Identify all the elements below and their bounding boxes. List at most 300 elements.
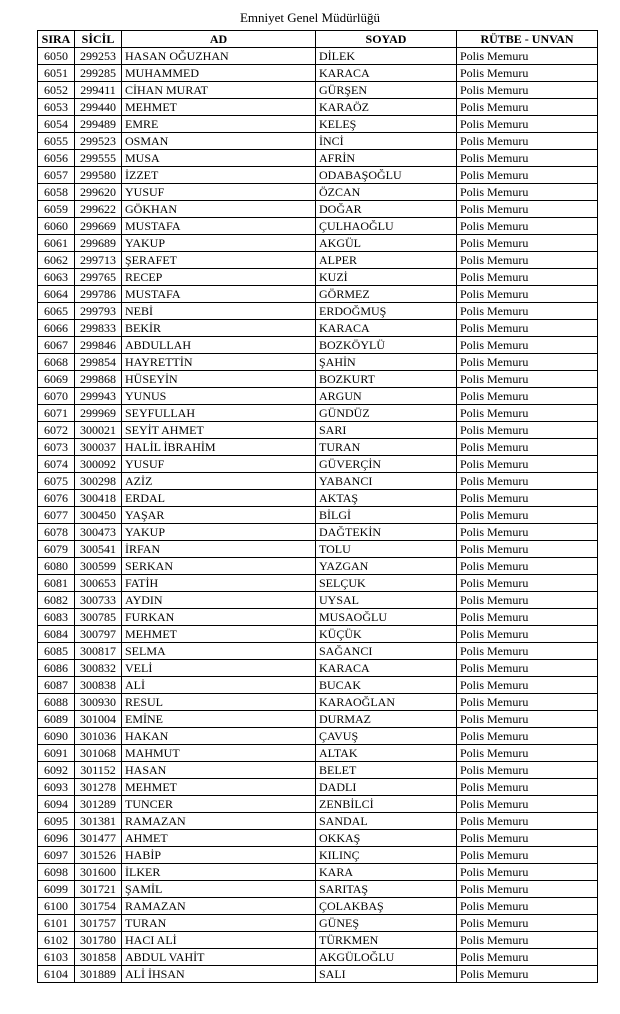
table-row: [38, 167, 598, 184]
cell-soyad: SALI: [316, 966, 457, 983]
table-row: [38, 966, 598, 983]
cell-soyad: SANDAL: [316, 813, 457, 830]
cell-sira: 6096: [38, 830, 75, 847]
table-row: [38, 320, 598, 337]
cell-soyad: GÜNDÜZ: [316, 405, 457, 422]
table-row: [38, 252, 598, 269]
cell-sira: 6089: [38, 711, 75, 728]
cell-soyad: GÖRMEZ: [316, 286, 457, 303]
cell-ad: TUNCER: [122, 796, 316, 813]
cell-soyad: KARACA: [316, 65, 457, 82]
cell-sicil: 299580: [75, 167, 122, 184]
cell-sira: 6059: [38, 201, 75, 218]
cell-ad: FATİH: [122, 575, 316, 592]
cell-rutbe-unvan: Polis Memuru: [457, 116, 598, 133]
table-row: [38, 48, 598, 65]
table-row: [38, 371, 598, 388]
cell-rutbe-unvan: Polis Memuru: [457, 796, 598, 813]
cell-sira: 6101: [38, 915, 75, 932]
table-row: [38, 592, 598, 609]
cell-rutbe-unvan: Polis Memuru: [457, 932, 598, 949]
cell-sira: 6067: [38, 337, 75, 354]
cell-soyad: ODABAŞOĞLU: [316, 167, 457, 184]
cell-sicil: 300450: [75, 507, 122, 524]
table-row: [38, 830, 598, 847]
cell-sira: 6087: [38, 677, 75, 694]
table-row: [38, 813, 598, 830]
cell-sicil: 301757: [75, 915, 122, 932]
cell-rutbe-unvan: Polis Memuru: [457, 694, 598, 711]
cell-rutbe-unvan: Polis Memuru: [457, 99, 598, 116]
cell-sicil: 299620: [75, 184, 122, 201]
cell-sira: 6085: [38, 643, 75, 660]
cell-rutbe-unvan: Polis Memuru: [457, 235, 598, 252]
cell-soyad: BUCAK: [316, 677, 457, 694]
cell-sicil: 299868: [75, 371, 122, 388]
personnel-table: [37, 30, 598, 983]
cell-sicil: 299793: [75, 303, 122, 320]
cell-sira: 6090: [38, 728, 75, 745]
cell-rutbe-unvan: Polis Memuru: [457, 949, 598, 966]
cell-sicil: 299969: [75, 405, 122, 422]
cell-ad: YUSUF: [122, 184, 316, 201]
header-sicil: SİCİL: [75, 31, 122, 48]
cell-sira: 6080: [38, 558, 75, 575]
cell-rutbe-unvan: Polis Memuru: [457, 473, 598, 490]
cell-sira: 6072: [38, 422, 75, 439]
cell-soyad: AKTAŞ: [316, 490, 457, 507]
cell-sicil: 299765: [75, 269, 122, 286]
cell-soyad: UYSAL: [316, 592, 457, 609]
table-row: [38, 932, 598, 949]
cell-rutbe-unvan: Polis Memuru: [457, 405, 598, 422]
cell-ad: ALİ İHSAN: [122, 966, 316, 983]
cell-rutbe-unvan: Polis Memuru: [457, 82, 598, 99]
cell-sicil: 300832: [75, 660, 122, 677]
cell-sira: 6075: [38, 473, 75, 490]
cell-rutbe-unvan: Polis Memuru: [457, 422, 598, 439]
cell-sira: 6063: [38, 269, 75, 286]
cell-ad: SEYİT AHMET: [122, 422, 316, 439]
cell-ad: MUSTAFA: [122, 286, 316, 303]
cell-rutbe-unvan: Polis Memuru: [457, 541, 598, 558]
header-ad: AD: [122, 31, 316, 48]
cell-sicil: 301600: [75, 864, 122, 881]
table-row: [38, 150, 598, 167]
cell-sicil: 301152: [75, 762, 122, 779]
cell-sira: 6091: [38, 745, 75, 762]
cell-rutbe-unvan: Polis Memuru: [457, 813, 598, 830]
cell-sira: 6073: [38, 439, 75, 456]
cell-sira: 6078: [38, 524, 75, 541]
cell-ad: MEHMET: [122, 626, 316, 643]
cell-rutbe-unvan: Polis Memuru: [457, 133, 598, 150]
table-row: [38, 745, 598, 762]
cell-sira: 6052: [38, 82, 75, 99]
table-row: [38, 439, 598, 456]
cell-rutbe-unvan: Polis Memuru: [457, 711, 598, 728]
cell-sira: 6099: [38, 881, 75, 898]
cell-sira: 6060: [38, 218, 75, 235]
cell-ad: OSMAN: [122, 133, 316, 150]
table-row: [38, 422, 598, 439]
cell-soyad: ARGUN: [316, 388, 457, 405]
cell-sira: 6064: [38, 286, 75, 303]
cell-rutbe-unvan: Polis Memuru: [457, 915, 598, 932]
cell-rutbe-unvan: Polis Memuru: [457, 524, 598, 541]
cell-sira: 6081: [38, 575, 75, 592]
cell-ad: SELMA: [122, 643, 316, 660]
cell-rutbe-unvan: Polis Memuru: [457, 65, 598, 82]
table-row: [38, 235, 598, 252]
cell-rutbe-unvan: Polis Memuru: [457, 728, 598, 745]
table-row: [38, 99, 598, 116]
cell-soyad: ÖZCAN: [316, 184, 457, 201]
cell-sira: 6102: [38, 932, 75, 949]
cell-sicil: 301289: [75, 796, 122, 813]
cell-rutbe-unvan: Polis Memuru: [457, 745, 598, 762]
cell-soyad: KARA: [316, 864, 457, 881]
cell-sira: 6083: [38, 609, 75, 626]
cell-ad: ALİ: [122, 677, 316, 694]
cell-rutbe-unvan: Polis Memuru: [457, 762, 598, 779]
cell-sicil: 299943: [75, 388, 122, 405]
cell-sicil: 299523: [75, 133, 122, 150]
cell-sicil: 300473: [75, 524, 122, 541]
cell-soyad: ÇOLAKBAŞ: [316, 898, 457, 915]
cell-ad: MUSA: [122, 150, 316, 167]
header-sira: SIRA: [38, 31, 75, 48]
cell-ad: MAHMUT: [122, 745, 316, 762]
cell-ad: YUSUF: [122, 456, 316, 473]
table-row: [38, 456, 598, 473]
cell-ad: HÜSEYİN: [122, 371, 316, 388]
cell-rutbe-unvan: Polis Memuru: [457, 48, 598, 65]
cell-ad: MEHMET: [122, 99, 316, 116]
table-row: [38, 643, 598, 660]
cell-soyad: YAZGAN: [316, 558, 457, 575]
cell-rutbe-unvan: Polis Memuru: [457, 286, 598, 303]
cell-ad: HASAN OĞUZHAN: [122, 48, 316, 65]
cell-rutbe-unvan: Polis Memuru: [457, 626, 598, 643]
cell-sira: 6103: [38, 949, 75, 966]
table-row: [38, 660, 598, 677]
cell-ad: AYDIN: [122, 592, 316, 609]
cell-ad: AHMET: [122, 830, 316, 847]
cell-soyad: BİLGİ: [316, 507, 457, 524]
cell-rutbe-unvan: Polis Memuru: [457, 558, 598, 575]
cell-rutbe-unvan: Polis Memuru: [457, 575, 598, 592]
cell-sicil: 300037: [75, 439, 122, 456]
cell-rutbe-unvan: Polis Memuru: [457, 677, 598, 694]
table-row: [38, 184, 598, 201]
table-row: [38, 711, 598, 728]
document-title: Emniyet Genel Müdürlüğü: [239, 10, 381, 25]
table-row: [38, 881, 598, 898]
cell-soyad: DURMAZ: [316, 711, 457, 728]
cell-ad: RAMAZAN: [122, 813, 316, 830]
cell-rutbe-unvan: Polis Memuru: [457, 388, 598, 405]
cell-ad: ABDULLAH: [122, 337, 316, 354]
cell-rutbe-unvan: Polis Memuru: [457, 184, 598, 201]
cell-sicil: 299285: [75, 65, 122, 82]
table-row: [38, 473, 598, 490]
table-row: [38, 286, 598, 303]
cell-sicil: 299622: [75, 201, 122, 218]
table-body: [38, 48, 598, 983]
cell-sira: 6057: [38, 167, 75, 184]
cell-soyad: DAĞTEKİN: [316, 524, 457, 541]
cell-soyad: ERDOĞMUŞ: [316, 303, 457, 320]
table-row: [38, 575, 598, 592]
cell-rutbe-unvan: Polis Memuru: [457, 847, 598, 864]
cell-sicil: 299253: [75, 48, 122, 65]
cell-sicil: 301068: [75, 745, 122, 762]
cell-ad: HACI ALİ: [122, 932, 316, 949]
cell-rutbe-unvan: Polis Memuru: [457, 592, 598, 609]
cell-sira: 6098: [38, 864, 75, 881]
cell-sira: 6053: [38, 99, 75, 116]
cell-sicil: 301036: [75, 728, 122, 745]
cell-sira: 6054: [38, 116, 75, 133]
cell-rutbe-unvan: Polis Memuru: [457, 354, 598, 371]
cell-ad: İZZET: [122, 167, 316, 184]
cell-sira: 6056: [38, 150, 75, 167]
cell-ad: ERDAL: [122, 490, 316, 507]
table-row: [38, 609, 598, 626]
cell-ad: VELİ: [122, 660, 316, 677]
cell-ad: FURKAN: [122, 609, 316, 626]
cell-sira: 6050: [38, 48, 75, 65]
cell-sicil: 300541: [75, 541, 122, 558]
cell-rutbe-unvan: Polis Memuru: [457, 881, 598, 898]
header-rutbe-unvan: RÜTBE - UNVAN: [457, 31, 598, 48]
cell-sicil: 300298: [75, 473, 122, 490]
cell-soyad: AKGÜL: [316, 235, 457, 252]
cell-sicil: 300021: [75, 422, 122, 439]
cell-sicil: 301721: [75, 881, 122, 898]
cell-soyad: AKGÜLOĞLU: [316, 949, 457, 966]
cell-rutbe-unvan: Polis Memuru: [457, 218, 598, 235]
cell-sicil: 299833: [75, 320, 122, 337]
cell-ad: YAKUP: [122, 235, 316, 252]
cell-soyad: GÜNEŞ: [316, 915, 457, 932]
cell-ad: EMİNE: [122, 711, 316, 728]
cell-sira: 6104: [38, 966, 75, 983]
table-row: [38, 507, 598, 524]
cell-sira: 6051: [38, 65, 75, 82]
cell-soyad: KARAÖZ: [316, 99, 457, 116]
table-row: [38, 388, 598, 405]
cell-sira: 6055: [38, 133, 75, 150]
cell-sira: 6074: [38, 456, 75, 473]
table-row: [38, 796, 598, 813]
cell-sicil: 300797: [75, 626, 122, 643]
table-row: [38, 354, 598, 371]
cell-rutbe-unvan: Polis Memuru: [457, 303, 598, 320]
cell-soyad: GÜVERÇİN: [316, 456, 457, 473]
cell-sira: 6094: [38, 796, 75, 813]
cell-soyad: DOĞAR: [316, 201, 457, 218]
cell-ad: HAYRETTİN: [122, 354, 316, 371]
cell-sicil: 300418: [75, 490, 122, 507]
cell-sira: 6065: [38, 303, 75, 320]
table-row: [38, 728, 598, 745]
cell-soyad: MUSAOĞLU: [316, 609, 457, 626]
cell-sira: 6066: [38, 320, 75, 337]
cell-rutbe-unvan: Polis Memuru: [457, 660, 598, 677]
cell-sicil: 299440: [75, 99, 122, 116]
table-row: [38, 82, 598, 99]
cell-soyad: BOZKÖYLÜ: [316, 337, 457, 354]
cell-soyad: BOZKURT: [316, 371, 457, 388]
cell-ad: MUSTAFA: [122, 218, 316, 235]
cell-sicil: 299555: [75, 150, 122, 167]
table-row: [38, 847, 598, 864]
cell-rutbe-unvan: Polis Memuru: [457, 609, 598, 626]
cell-soyad: AFRİN: [316, 150, 457, 167]
table-row: [38, 558, 598, 575]
cell-soyad: İNCİ: [316, 133, 457, 150]
table-row: [38, 337, 598, 354]
cell-ad: YAŞAR: [122, 507, 316, 524]
cell-soyad: KÜÇÜK: [316, 626, 457, 643]
table-row: [38, 524, 598, 541]
cell-soyad: OKKAŞ: [316, 830, 457, 847]
table-row: [38, 915, 598, 932]
cell-sira: 6061: [38, 235, 75, 252]
cell-soyad: ZENBİLCİ: [316, 796, 457, 813]
cell-ad: HAKAN: [122, 728, 316, 745]
cell-rutbe-unvan: Polis Memuru: [457, 864, 598, 881]
table-row: [38, 116, 598, 133]
header-soyad: SOYAD: [316, 31, 457, 48]
table-row: [38, 303, 598, 320]
cell-sicil: 300785: [75, 609, 122, 626]
table-row: [38, 898, 598, 915]
cell-soyad: YABANCI: [316, 473, 457, 490]
cell-soyad: SARI: [316, 422, 457, 439]
cell-soyad: KARACA: [316, 320, 457, 337]
cell-ad: ABDUL VAHİT: [122, 949, 316, 966]
cell-sicil: 301858: [75, 949, 122, 966]
cell-ad: ŞERAFET: [122, 252, 316, 269]
cell-sicil: 299854: [75, 354, 122, 371]
table-header-row: [38, 31, 598, 48]
cell-sira: 6079: [38, 541, 75, 558]
table-row: [38, 677, 598, 694]
cell-ad: ŞAMİL: [122, 881, 316, 898]
table-row: [38, 65, 598, 82]
cell-rutbe-unvan: Polis Memuru: [457, 252, 598, 269]
cell-sicil: 300930: [75, 694, 122, 711]
cell-sira: 6077: [38, 507, 75, 524]
cell-sicil: 299689: [75, 235, 122, 252]
cell-ad: BEKİR: [122, 320, 316, 337]
cell-ad: İLKER: [122, 864, 316, 881]
cell-soyad: GÜRŞEN: [316, 82, 457, 99]
cell-ad: MUHAMMED: [122, 65, 316, 82]
cell-soyad: KUZİ: [316, 269, 457, 286]
cell-sicil: 299489: [75, 116, 122, 133]
cell-sira: 6092: [38, 762, 75, 779]
cell-sicil: 301278: [75, 779, 122, 796]
cell-soyad: TOLU: [316, 541, 457, 558]
cell-sicil: 301004: [75, 711, 122, 728]
cell-ad: SERKAN: [122, 558, 316, 575]
table-row: [38, 269, 598, 286]
cell-sira: 6070: [38, 388, 75, 405]
cell-sicil: 301780: [75, 932, 122, 949]
cell-sicil: 300838: [75, 677, 122, 694]
cell-sira: 6068: [38, 354, 75, 371]
cell-sicil: 301381: [75, 813, 122, 830]
cell-ad: EMRE: [122, 116, 316, 133]
cell-sicil: 300653: [75, 575, 122, 592]
cell-soyad: BELET: [316, 762, 457, 779]
cell-rutbe-unvan: Polis Memuru: [457, 898, 598, 915]
cell-ad: TURAN: [122, 915, 316, 932]
cell-sicil: 300733: [75, 592, 122, 609]
cell-soyad: SARITAŞ: [316, 881, 457, 898]
table-row: [38, 626, 598, 643]
cell-rutbe-unvan: Polis Memuru: [457, 779, 598, 796]
cell-rutbe-unvan: Polis Memuru: [457, 201, 598, 218]
cell-sira: 6093: [38, 779, 75, 796]
cell-sira: 6088: [38, 694, 75, 711]
cell-rutbe-unvan: Polis Memuru: [457, 167, 598, 184]
cell-ad: YAKUP: [122, 524, 316, 541]
cell-soyad: ÇULHAOĞLU: [316, 218, 457, 235]
cell-soyad: TÜRKMEN: [316, 932, 457, 949]
cell-rutbe-unvan: Polis Memuru: [457, 643, 598, 660]
table-row: [38, 694, 598, 711]
cell-ad: MEHMET: [122, 779, 316, 796]
cell-soyad: DİLEK: [316, 48, 457, 65]
cell-sira: 6069: [38, 371, 75, 388]
table-row: [38, 762, 598, 779]
cell-ad: AZİZ: [122, 473, 316, 490]
cell-sicil: 299411: [75, 82, 122, 99]
cell-soyad: TURAN: [316, 439, 457, 456]
cell-rutbe-unvan: Polis Memuru: [457, 371, 598, 388]
table-row: [38, 864, 598, 881]
cell-soyad: DADLI: [316, 779, 457, 796]
cell-ad: YUNUS: [122, 388, 316, 405]
cell-ad: CİHAN MURAT: [122, 82, 316, 99]
cell-ad: NEBİ: [122, 303, 316, 320]
cell-sicil: 299713: [75, 252, 122, 269]
cell-sicil: 300817: [75, 643, 122, 660]
cell-rutbe-unvan: Polis Memuru: [457, 150, 598, 167]
cell-ad: GÖKHAN: [122, 201, 316, 218]
cell-soyad: KILINÇ: [316, 847, 457, 864]
table-row: [38, 405, 598, 422]
cell-soyad: SAĞANCI: [316, 643, 457, 660]
cell-soyad: KARACA: [316, 660, 457, 677]
table-row: [38, 490, 598, 507]
cell-sira: 6097: [38, 847, 75, 864]
cell-rutbe-unvan: Polis Memuru: [457, 830, 598, 847]
cell-sira: 6082: [38, 592, 75, 609]
cell-soyad: ALTAK: [316, 745, 457, 762]
cell-sicil: 300092: [75, 456, 122, 473]
cell-ad: RECEP: [122, 269, 316, 286]
table-row: [38, 201, 598, 218]
cell-ad: HASAN: [122, 762, 316, 779]
cell-sira: 6100: [38, 898, 75, 915]
cell-sicil: 301477: [75, 830, 122, 847]
